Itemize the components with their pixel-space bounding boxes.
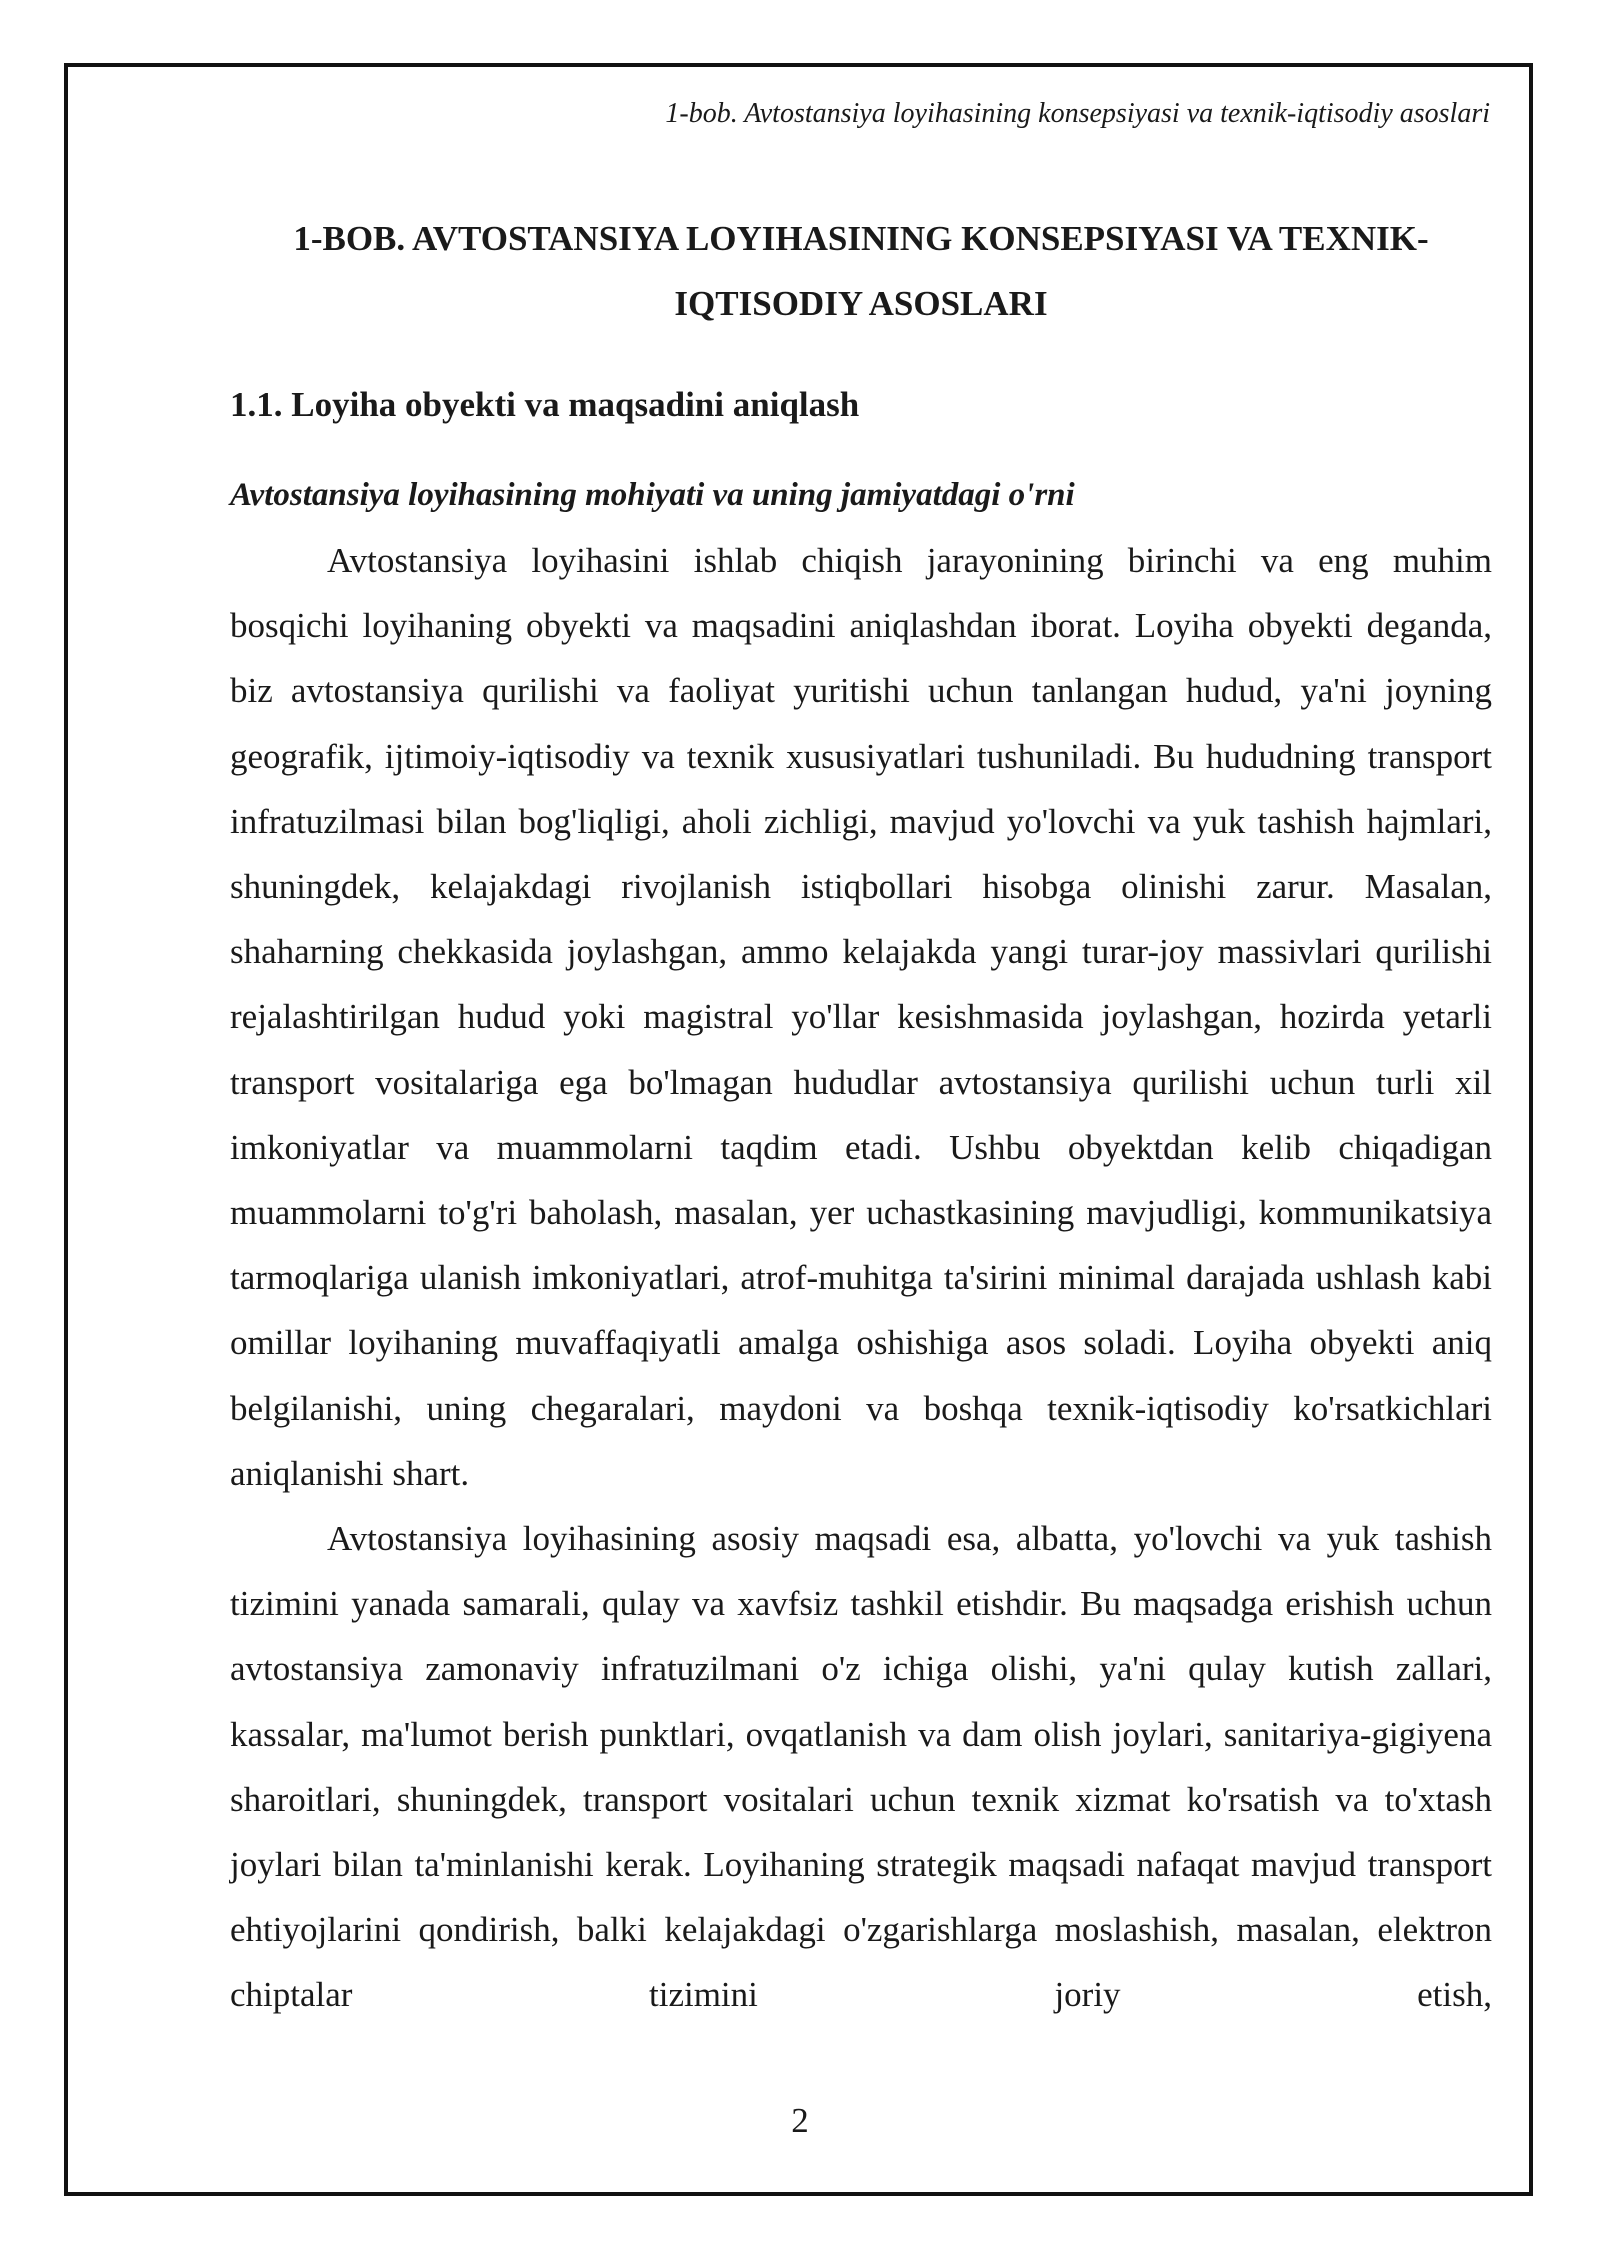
running-header: 1-bob. Avtostansiya loyihasining konsepsiyasi va texnik-iqtisodiy asoslari bbox=[665, 98, 1490, 129]
page-content bbox=[230, 206, 1492, 2028]
subsection-title: Avtostansiya loyihasining mohiyati va uning jamiyatdagi o'rni bbox=[230, 477, 1075, 513]
page-number: 2 bbox=[791, 2101, 809, 2140]
body-paragraph: Avtostansiya loyihasining asosiy maqsadi esa, albatta, yo'lovchi va yuk tashish tizimini yanada samarali, qulay va xavfsiz tashkil etishdir. Bu maqsadga erishish uchun avtostansiya zamonaviy infratuzilmani o'z ichiga olishi, ya'ni qulay kutish zallari, kassalar, ma'lumot berish punktlari, ovqatlanish va dam olish joylari, sanitariya-gigiyena sharoitlari, shuningdek, transport vositalari uchun texnik xizmat ko'rsatish va to'xtash joylari bilan ta'minlanishi kerak. Loyihaning strategik maqsadi nafaqat mavjud transport ehtiyojlarini qondirish, balki kelajakdagi o'zgarishlarga moslashish, masalan, elektron chiptalar tizimini joriy etish, bbox=[230, 1519, 1492, 2015]
body-paragraph: Avtostansiya loyihasini ishlab chiqish jarayonining birinchi va eng muhim bosqichi loyihaning obyekti va maqsadini aniqlashdan iborat. Loyiha obyekti deganda, biz avtostansiya qurilishi va faoliyat yuritishi uchun tanlangan hudud, ya'ni joyning geografik, ijtimoiy-iqtisodiy va texnik xususiyatlari tushuniladi. Bu hududning transport infratuzilmasi bilan bog'liqligi, aholi zichligi, mavjud yo'lovchi va yuk tashish hajmlari, shuningdek, kelajakdagi rivojlanish istiqbollari hisobga olinishi zarur. Masalan, shaharning chekkasida joylashgan, ammo kelajakda yangi turar-joy massivlari qurilishi rejalashtirilgan hudud yoki magistral yo'llar kesishmasida joylashgan, hozirda yetarli transport vositalariga ega bo'lmagan hududlar avtostansiya qurilishi uchun turli xil imkoniyatlar va muammolarni taqdim etadi. Ushbu obyektdan kelib chiqadigan muammolarni to'g'ri baholash, masalan, yer uchastkasining mavjudligi, kommunikatsiya tarmoqlariga ulanish imkoniyatlari, atrof-muhitga ta'sirini minimal darajada ushlash kabi omillar loyihaning muvaffaqiyatli amalga oshishiga asos soladi. Loyiha obyekti aniq belgilanishi, uning chegaralari, maydoni va boshqa texnik-iqtisodiy ko'rsatkichlari aniqlanishi shart. bbox=[230, 541, 1492, 1493]
chapter-title: 1-BOB. AVTOSTANSIYA LOYIHASINING KONSEPSIYASI VA TEXNIK-IQTISODIY ASOSLARI bbox=[293, 219, 1429, 323]
section-title: 1.1. Loyiha obyekti va maqsadini aniqlash bbox=[230, 385, 860, 424]
